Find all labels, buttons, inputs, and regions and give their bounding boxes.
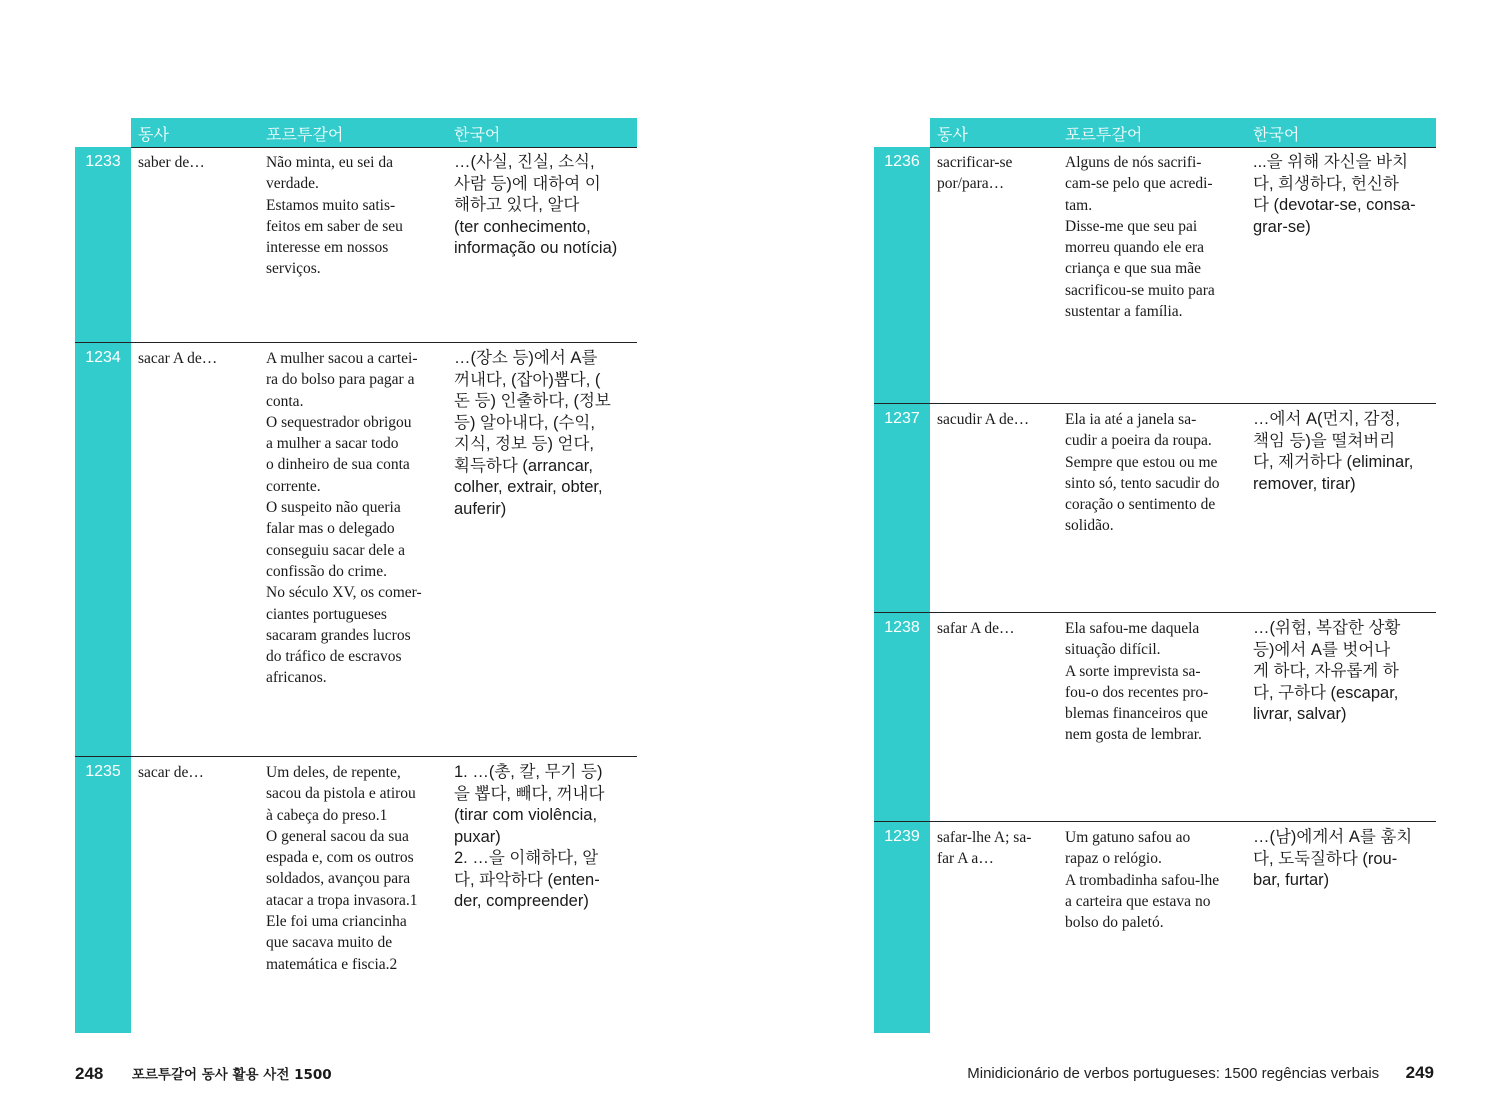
verb-cell bbox=[138, 348, 258, 369]
korean-line: colher, extrair, obter, bbox=[454, 478, 603, 496]
table-row bbox=[874, 821, 1436, 1033]
page-number: 249 bbox=[1405, 1063, 1434, 1082]
verb-cell bbox=[138, 762, 258, 783]
example-cell bbox=[1065, 618, 1249, 746]
example-line: ra do bolso para pagar a bbox=[266, 371, 415, 389]
header-bar bbox=[131, 118, 637, 147]
example-line: No século XV, os comer- bbox=[266, 584, 422, 602]
korean-line: …(남)에게서 A를 훔치 bbox=[1253, 828, 1413, 846]
korean-cell bbox=[1253, 409, 1436, 495]
table-header bbox=[874, 118, 1436, 147]
korean-line: auferir) bbox=[454, 499, 507, 518]
table-row bbox=[874, 612, 1436, 821]
korean-line: bar, furtar) bbox=[1253, 871, 1330, 889]
example-line: Ela ia até a janela sa- bbox=[1065, 411, 1197, 428]
book-title: 포르투갈어 동사 활용 사전 1500 bbox=[131, 1067, 332, 1083]
table-header bbox=[75, 118, 637, 147]
example-line: matemática e fiscia.2 bbox=[266, 955, 398, 973]
example-line: blemas financeiros que bbox=[1065, 705, 1208, 723]
example-line: Não minta, eu sei da bbox=[266, 154, 393, 171]
header-korean: 한국어 bbox=[454, 125, 501, 144]
korean-line: (ter conhecimento, bbox=[454, 217, 591, 236]
verb-line: por/para… bbox=[937, 175, 1005, 193]
verb-table-left bbox=[75, 118, 637, 1033]
example-cell bbox=[266, 762, 450, 975]
korean-line: 2. …을 이해하다, 알 bbox=[454, 849, 599, 867]
korean-line: puxar) bbox=[454, 827, 501, 846]
example-line: sacou da pistola e atirou bbox=[266, 785, 416, 803]
entry-number: 1234 bbox=[75, 343, 131, 756]
example-line: A trombadinha safou-lhe bbox=[1065, 871, 1220, 889]
example-line: Alguns de nós sacrifi- bbox=[1065, 154, 1202, 171]
entry-number: 1238 bbox=[874, 613, 930, 821]
korean-line: remover, tirar) bbox=[1253, 474, 1356, 493]
entry-number: 1239 bbox=[874, 822, 930, 1033]
header-korean: 한국어 bbox=[1253, 125, 1300, 144]
verb-cell bbox=[937, 409, 1057, 430]
korean-line: 다, 도둑질하다 (rou- bbox=[1253, 849, 1398, 868]
example-line: criança e que sua mãe bbox=[1065, 260, 1201, 278]
korean-line: …(사실, 진실, 소식, bbox=[454, 153, 595, 171]
example-line: sustentar a família. bbox=[1065, 303, 1183, 321]
korean-cell bbox=[454, 762, 637, 913]
example-line: corrente. bbox=[266, 477, 321, 495]
korean-line: 꺼내다, (잡아)뽑다, ( bbox=[454, 370, 601, 389]
example-cell bbox=[1065, 827, 1249, 933]
korean-line: …(위험, 복잡한 상황 bbox=[1253, 619, 1401, 637]
korean-line: 1. …(총, 칼, 무기 등) bbox=[454, 763, 603, 781]
korean-line: 게 하다, 자유롭게 하 bbox=[1253, 662, 1399, 680]
entry-number: 1237 bbox=[874, 404, 930, 612]
entry-number: 1236 bbox=[874, 147, 930, 403]
example-line: ciantes portugueses bbox=[266, 605, 387, 623]
korean-line: ...을 위해 자신을 바치 bbox=[1253, 153, 1409, 171]
example-line: atacar a tropa invasora.1 bbox=[266, 891, 418, 909]
example-line: fou-o dos recentes pro- bbox=[1065, 683, 1209, 701]
header-portuguese: 포르투갈어 bbox=[266, 125, 344, 144]
korean-cell bbox=[454, 152, 637, 260]
example-line: Ela safou-me daquela bbox=[1065, 620, 1200, 637]
example-line: Disse-me que seu pai bbox=[1065, 217, 1198, 235]
verb-line: sacudir A de… bbox=[937, 411, 1030, 428]
example-line: à cabeça do preso.1 bbox=[266, 806, 388, 824]
example-line: soldados, avançou para bbox=[266, 870, 411, 888]
page-number: 248 bbox=[75, 1064, 104, 1083]
example-cell bbox=[266, 152, 450, 280]
example-line: interesse em nossos bbox=[266, 239, 389, 257]
entry-rows bbox=[75, 147, 637, 1033]
korean-line: 다, 구하다 (escapar, bbox=[1253, 683, 1399, 702]
example-cell bbox=[1065, 152, 1249, 322]
korean-cell bbox=[1253, 618, 1436, 726]
example-line: Um deles, de repente, bbox=[266, 764, 401, 781]
korean-line: 지식, 정보 등) 얻다, bbox=[454, 435, 594, 453]
example-line: que sacava muito de bbox=[266, 934, 393, 952]
example-line: feitos em saber de seu bbox=[266, 217, 403, 235]
korean-cell bbox=[1253, 827, 1436, 892]
example-line: situação difícil. bbox=[1065, 641, 1161, 659]
example-line: O suspeito não queria bbox=[266, 499, 401, 517]
example-line: tam. bbox=[1065, 196, 1093, 214]
example-line: rapaz o relógio. bbox=[1065, 850, 1162, 868]
korean-line: 다 (devotar-se, consa- bbox=[1253, 196, 1416, 214]
example-line: o dinheiro de sua conta bbox=[266, 456, 410, 474]
korean-cell bbox=[454, 348, 637, 520]
example-line: bolso do paletó. bbox=[1065, 914, 1164, 932]
table-row bbox=[75, 342, 637, 756]
example-cell bbox=[266, 348, 450, 689]
verb-line: far A a… bbox=[937, 850, 994, 868]
korean-line: 등) 알아내다, (수익, bbox=[454, 413, 595, 432]
table-row bbox=[874, 403, 1436, 612]
korean-line: …(장소 등)에서 A를 bbox=[454, 349, 598, 367]
example-line: solidão. bbox=[1065, 517, 1114, 535]
korean-line: 을 뽑다, 빼다, 꺼내다 bbox=[454, 784, 605, 803]
example-line: cam-se pelo que acredi- bbox=[1065, 175, 1213, 193]
example-line: cudir a poeira da roupa. bbox=[1065, 432, 1212, 450]
korean-line: (tirar com violência, bbox=[454, 806, 598, 824]
example-line: falar mas o delegado bbox=[266, 520, 395, 538]
book-title: Minidicionário de verbos portugueses: 1500 regências verbais bbox=[967, 1065, 1380, 1082]
korean-line: grar-se) bbox=[1253, 217, 1311, 236]
verb-line: sacrificar-se bbox=[937, 154, 1013, 171]
korean-line: 획득하다 (arrancar, bbox=[454, 456, 593, 475]
example-line: verdade. bbox=[266, 175, 319, 193]
example-line: Estamos muito satis- bbox=[266, 196, 396, 214]
korean-line: der, compreender) bbox=[454, 892, 589, 910]
verb-line: saber de… bbox=[138, 154, 205, 171]
korean-line: 돈 등) 인출하다, (정보 bbox=[454, 392, 611, 410]
example-line: serviços. bbox=[266, 260, 321, 278]
example-line: Ele foi uma criancinha bbox=[266, 913, 407, 931]
entry-number: 1235 bbox=[75, 757, 131, 1033]
example-line: africanos. bbox=[266, 669, 327, 687]
example-line: confissão do crime. bbox=[266, 562, 387, 580]
example-line: Um gatuno safou ao bbox=[1065, 829, 1191, 846]
verb-line: sacar A de… bbox=[138, 350, 218, 367]
header-portuguese: 포르투갈어 bbox=[1065, 125, 1143, 144]
example-line: sinto só, tento sacudir do bbox=[1065, 474, 1220, 492]
header-verb: 동사 bbox=[138, 125, 169, 144]
example-line: coração o sentimento de bbox=[1065, 496, 1216, 514]
example-line: A sorte imprevista sa- bbox=[1065, 662, 1201, 680]
table-row bbox=[75, 147, 637, 342]
right-page bbox=[756, 0, 1512, 1111]
verb-cell bbox=[937, 152, 1057, 195]
table-row bbox=[874, 147, 1436, 403]
example-line: sacaram grandes lucros bbox=[266, 626, 411, 644]
verb-cell bbox=[937, 618, 1057, 639]
korean-cell bbox=[1253, 152, 1436, 238]
verb-table-right bbox=[874, 118, 1436, 1033]
korean-line: 등)에서 A를 벗어나 bbox=[1253, 640, 1391, 659]
example-line: O sequestrador obrigou bbox=[266, 413, 412, 431]
korean-line: 해하고 있다, 알다 bbox=[454, 196, 580, 214]
example-line: espada e, com os outros bbox=[266, 849, 414, 867]
korean-line: …에서 A(먼지, 감정, bbox=[1253, 410, 1400, 428]
korean-line: 다, 희생하다, 헌신하 bbox=[1253, 174, 1399, 193]
example-line: do tráfico de escravos bbox=[266, 648, 402, 666]
verb-line: safar A de… bbox=[937, 620, 1015, 637]
header-bar bbox=[930, 118, 1436, 147]
example-line: A mulher sacou a cartei- bbox=[266, 350, 418, 367]
korean-line: livrar, salvar) bbox=[1253, 705, 1347, 723]
example-line: nem gosta de lembrar. bbox=[1065, 726, 1202, 744]
footer-right bbox=[967, 1063, 1434, 1083]
korean-line: 다, 파악하다 (enten- bbox=[454, 870, 600, 889]
table-row bbox=[75, 756, 637, 1033]
verb-cell bbox=[937, 827, 1057, 870]
korean-line: 다, 제거하다 (eliminar, bbox=[1253, 453, 1414, 471]
header-verb: 동사 bbox=[937, 125, 968, 144]
korean-line: 책임 등)을 떨쳐버리 bbox=[1253, 431, 1396, 450]
example-line: a mulher a sacar todo bbox=[266, 435, 399, 453]
example-line: conta. bbox=[266, 392, 304, 410]
verb-cell bbox=[138, 152, 258, 173]
footer-left bbox=[75, 1063, 332, 1084]
verb-line: safar-lhe A; sa- bbox=[937, 829, 1032, 846]
example-line: conseguiu sacar dele a bbox=[266, 541, 406, 559]
example-cell bbox=[1065, 409, 1249, 537]
korean-line: 사람 등)에 대하여 이 bbox=[454, 174, 601, 193]
korean-line: informação ou notícia) bbox=[454, 239, 618, 257]
verb-line: sacar de… bbox=[138, 764, 204, 781]
example-line: morreu quando ele era bbox=[1065, 239, 1205, 257]
example-line: a carteira que estava no bbox=[1065, 892, 1211, 910]
entry-rows bbox=[874, 147, 1436, 1033]
example-line: Sempre que estou ou me bbox=[1065, 453, 1218, 471]
example-line: sacrificou-se muito para bbox=[1065, 281, 1215, 299]
entry-number: 1233 bbox=[75, 147, 131, 342]
example-line: O general sacou da sua bbox=[266, 827, 409, 845]
